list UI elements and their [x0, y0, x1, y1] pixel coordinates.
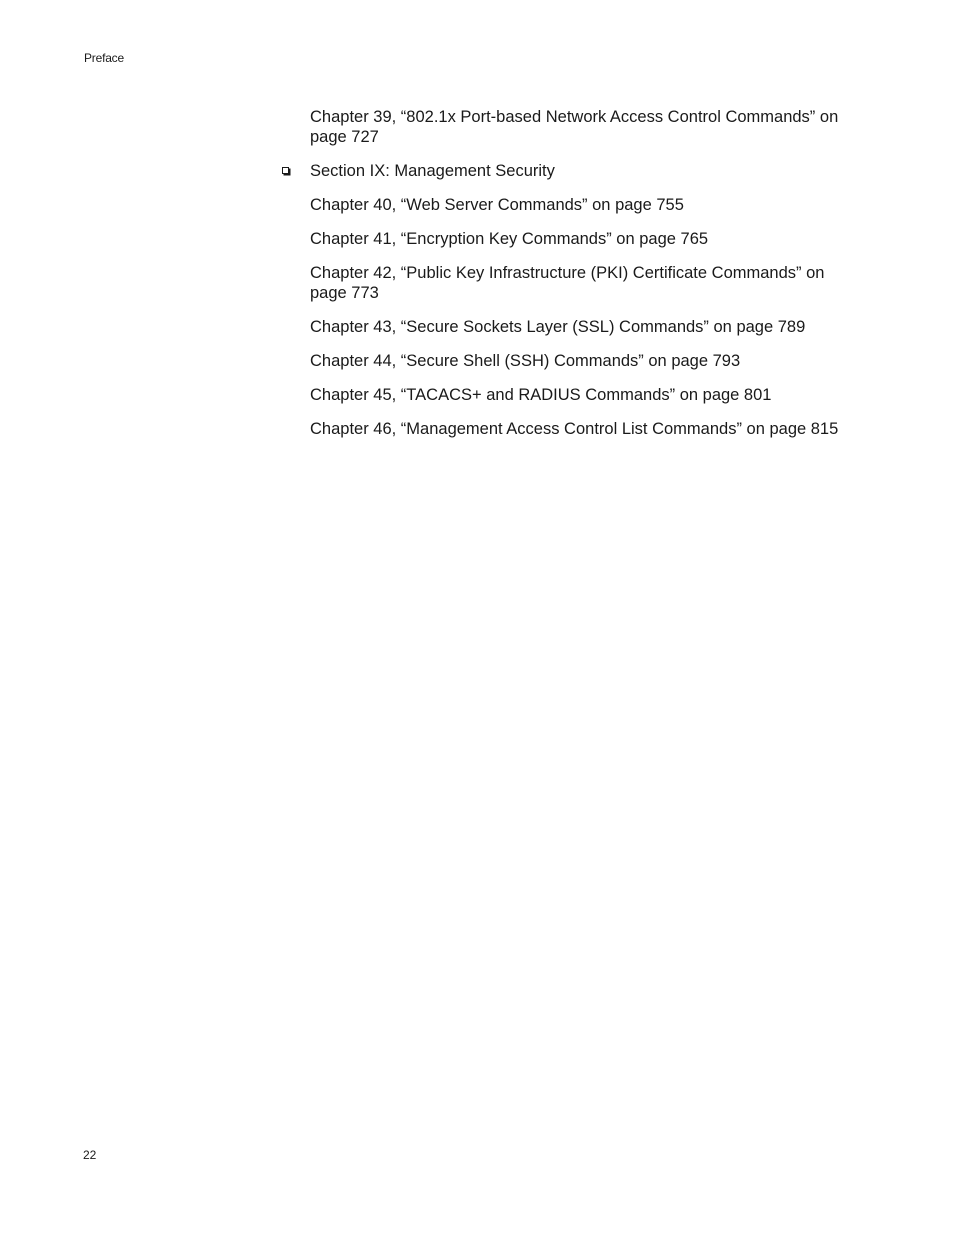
checkbox-bullet-icon — [282, 167, 289, 174]
list-item-chapter-43 — [310, 317, 846, 337]
page-number: 22 — [83, 1148, 97, 1162]
list-item-text: Chapter 41, “Encryption Key Commands” on page 765 — [310, 230, 709, 248]
list-item-text: Chapter 43, “Secure Sockets Layer (SSL) Commands” on page 789 — [310, 318, 806, 336]
list-item-chapter-39 — [310, 107, 846, 147]
list-item-chapter-42 — [310, 263, 846, 303]
list-item-chapter-40 — [310, 195, 846, 215]
list-item-text: Chapter 42, “Public Key Infrastructure (PKI) Certificate Commands” on page 773 — [310, 264, 825, 302]
list-item-section-ix — [310, 161, 846, 181]
list-item-text: Section IX: Management Security — [310, 162, 555, 180]
chapter-list — [310, 107, 846, 453]
list-item-chapter-45 — [310, 385, 846, 405]
list-item-chapter-46 — [310, 419, 846, 439]
list-item-text: Chapter 45, “TACACS+ and RADIUS Commands” on page 801 — [310, 386, 772, 404]
list-item-text: Chapter 40, “Web Server Commands” on page 755 — [310, 196, 684, 214]
running-header: Preface — [84, 51, 124, 65]
list-item-text: Chapter 39, “802.1x Port-based Network Access Control Commands” on page 727 — [310, 108, 839, 146]
list-item-text: Chapter 44, “Secure Shell (SSH) Commands” on page 793 — [310, 352, 741, 370]
list-item-chapter-41 — [310, 229, 846, 249]
list-item-text: Chapter 46, “Management Access Control List Commands” on page 815 — [310, 420, 839, 438]
list-item-chapter-44 — [310, 351, 846, 371]
